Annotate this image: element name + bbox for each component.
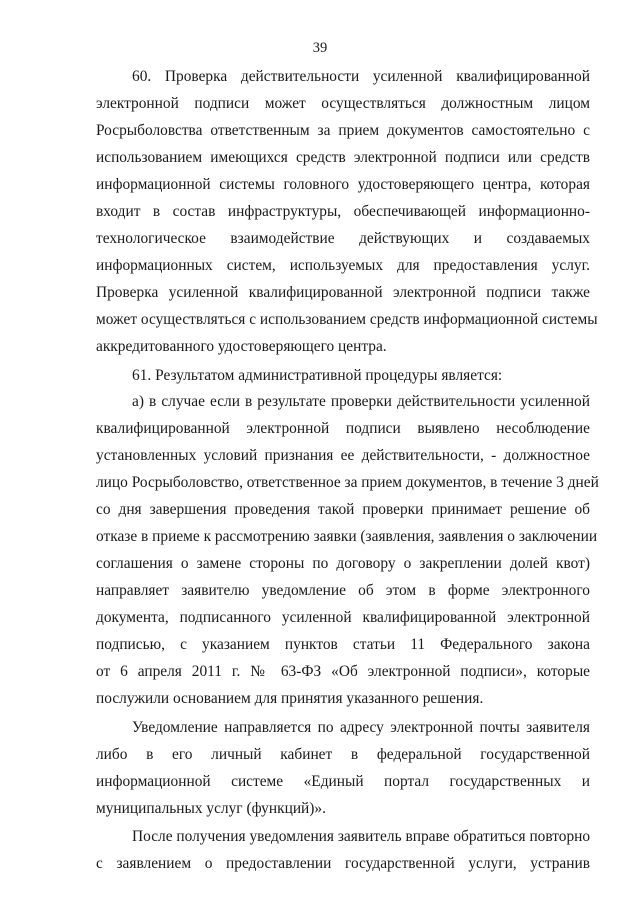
text-line: 60. Проверка действительности усиленной квалифицированной [132,68,590,85]
text-line: документа, подписанного усиленной квалифицированной электронной [96,609,590,626]
text-line: 61. Результатом административной процедуры является: [132,367,503,384]
text-line: аккредитованного удостоверяющего центра. [96,338,387,355]
text-line: Проверка усиленной квалифицированной электронной подписи также [96,284,590,301]
text-line: информационной системе «Единый портал государственных и [96,773,590,790]
text-line: отказе в приеме к рассмотрению заявки (заявления, заявления о заключении [96,528,598,545]
text-line: использованием имеющихся средств электронной подписи или средств [96,149,590,166]
text-line: Росрыболовства ответственным за прием документов самостоятельно с [96,122,590,139]
text-line: электронной подписи может осуществляться должностным лицом [96,95,590,112]
text-line: с заявлением о предоставлении государственной услуги, устранив [96,855,590,872]
text-line: установленных условий признания ее действительности, - должностное [96,447,590,464]
text-line: может осуществляться с использованием средств информационной системы [96,311,598,328]
text-line: со дня завершения проведения такой проверки принимает решение об [96,501,590,518]
text-line: входит в состав инфраструктуры, обеспечивающей информационно- [96,203,590,220]
text-line: квалифицированной электронной подписи выявлено несоблюдение [96,420,590,437]
text-line: Уведомление направляется по адресу электронной почты заявителя [132,719,590,736]
text-line: технологическое взаимодействие действующих и создаваемых [96,230,590,247]
text-line: муниципальных услуг (функций)». [96,800,326,817]
text-line: информационной системы головного удостоверяющего центра, которая [96,176,590,193]
text-line: направляет заявителю уведомление об этом в форме электронного [96,582,590,599]
text-line: либо в его личный кабинет в федеральной государственной [96,746,590,763]
text-line: информационных систем, используемых для предоставления услуг. [96,257,590,274]
text-line: послужили основанием для принятия указанного решения. [96,690,484,707]
text-line: лицо Росрыболовство, ответственное за прием документов, в течение 3 дней [96,474,599,491]
text-line: соглашения о замене стороны по договору о закреплении долей квот) [96,555,590,572]
text-line: а) в случае если в результате проверки действительности усиленной [132,393,590,410]
text-line: подписью, с указанием пунктов статьи 11 Федерального закона [96,636,590,653]
page-number: 39 [312,40,328,56]
text-line: После получения уведомления заявитель вправе обратиться повторно [132,828,591,845]
text-line: от 6 апреля 2011 г. № 63-ФЗ «Об электронной подписи», которые [96,663,590,680]
